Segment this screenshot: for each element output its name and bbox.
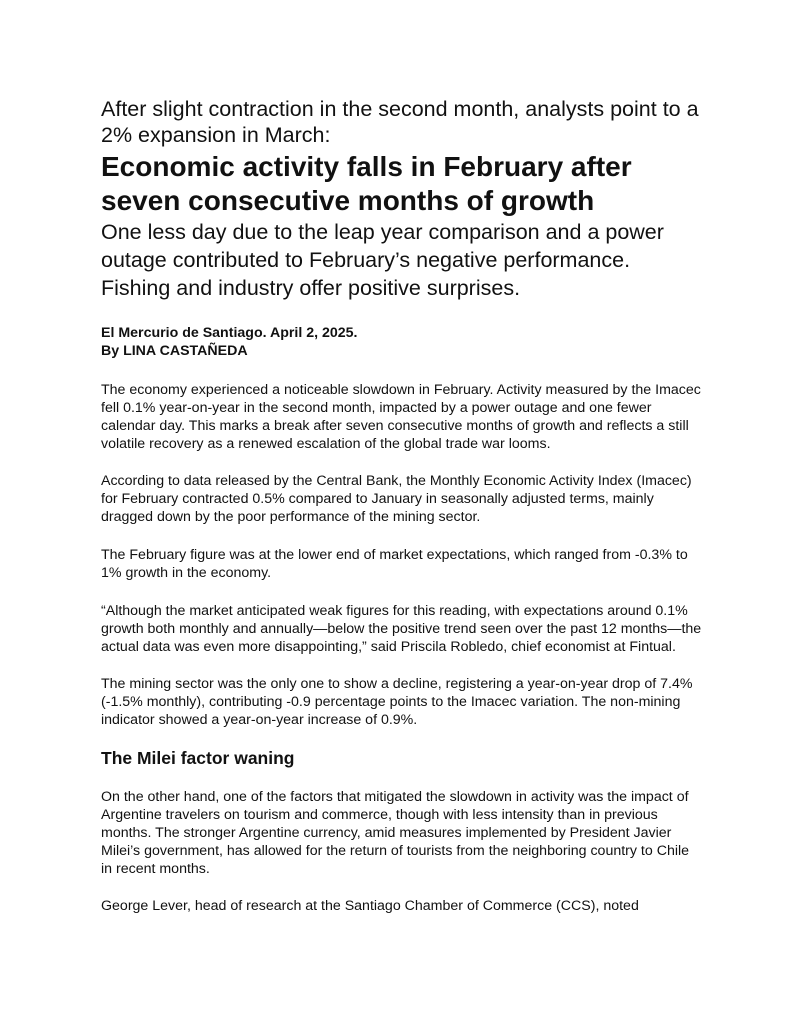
article bbox=[101, 96, 703, 915]
body-paragraph: “Although the market anticipated weak figures for this reading, with expectations around 0.1% growth both monthly and annually—below the positive trend seen over the past 12 months—the actual data was even more disappointing,” said Priscila Robledo, chief economist at Fintual. bbox=[101, 603, 702, 655]
author-line: By LINA CASTAÑEDA bbox=[101, 343, 248, 359]
body-paragraph: The February figure was at the lower end of market expectations, which ranged from -0.3% to 1% growth in the economy. bbox=[101, 547, 688, 581]
body-paragraph: On the other hand, one of the factors that mitigated the slowdown in activity was the impact of Argentine travelers on tourism and commerce, though with less intensity than in previous months. The stronger Argentine currency, amid measures implemented by President Javier Milei’s government, has allowed for the return of tourists from the neighboring country to Chile in recent months. bbox=[101, 789, 690, 877]
article-deck: One less day due to the leap year comparison and a power outage contributed to February’s negative performance. Fishing and industry offer positive surprises. bbox=[101, 220, 664, 300]
byline bbox=[101, 324, 703, 360]
body-paragraph: George Lever, head of research at the Santiago Chamber of Commerce (CCS), noted bbox=[101, 898, 639, 914]
body-paragraph: The mining sector was the only one to show a decline, registering a year-on-year drop of 7.4% (-1.5% monthly), contributing -0.9 percentage points to the Imacec variation. The non-mining indicator showed a year-on-year increase of 0.9%. bbox=[101, 676, 693, 728]
article-headline: Economic activity falls in February after seven consecutive months of growth bbox=[101, 151, 632, 216]
body-paragraph: According to data released by the Central Bank, the Monthly Economic Activity Index (Imacec) for February contracted 0.5% compared to January in seasonally adjusted terms, mainly dragged down by the poor performance of the mining sector. bbox=[101, 473, 692, 525]
body-paragraph: The economy experienced a noticeable slowdown in February. Activity measured by the Imacec fell 0.1% year-on-year in the second month, impacted by a power outage and one fewer calendar day. This marks a break after seven consecutive months of growth and reflects a still volatile recovery as a renewed escalation of the global trade war looms. bbox=[101, 382, 701, 452]
article-kicker: After slight contraction in the second month, analysts point to a 2% expansion in March: bbox=[101, 97, 699, 147]
section-subheading: The Milei factor waning bbox=[101, 748, 295, 768]
source-line: El Mercurio de Santiago. April 2, 2025. bbox=[101, 325, 358, 341]
